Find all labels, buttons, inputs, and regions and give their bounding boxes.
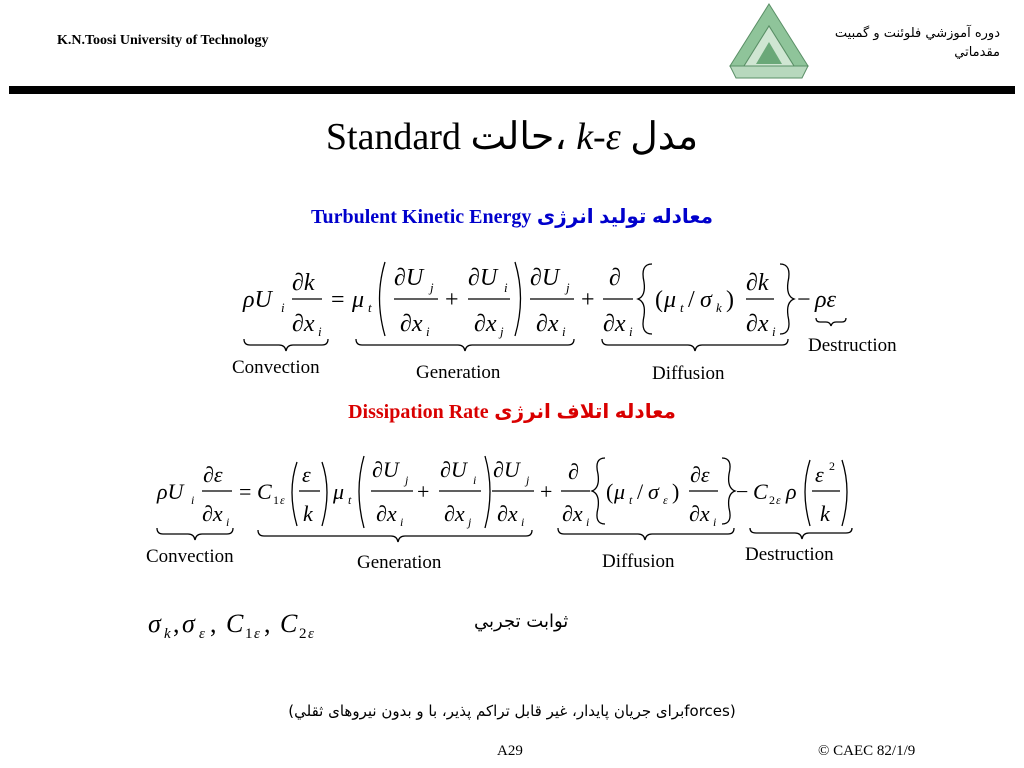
svg-text:σ: σ	[700, 287, 712, 313]
svg-text:∂U: ∂U	[372, 457, 399, 482]
svg-text:/: /	[688, 287, 695, 313]
svg-text:i: i	[226, 515, 230, 529]
svg-text:∂ε: ∂ε	[690, 462, 710, 487]
tke-generation-label: Generation	[416, 362, 501, 383]
svg-text:μ: μ	[352, 287, 365, 313]
tke-heading-en: Turbulent Kinetic Energy	[310, 206, 532, 228]
svg-text:+: +	[445, 287, 459, 313]
svg-text:∂x: ∂x	[376, 501, 397, 526]
svg-text:2: 2	[769, 493, 775, 507]
slide-title: Standard حالت، k-ε مدل	[325, 116, 699, 158]
svg-text:,: ,	[173, 609, 180, 638]
svg-text:∂x: ∂x	[444, 501, 465, 526]
svg-text:): )	[672, 479, 680, 504]
title-standard: Standard	[325, 116, 461, 158]
svg-text:ε: ε	[199, 626, 205, 642]
svg-text:,: ,	[264, 609, 271, 638]
svg-text:∂x: ∂x	[400, 311, 423, 337]
svg-text:2: 2	[829, 459, 835, 473]
svg-text:∂x: ∂x	[497, 501, 518, 526]
svg-text:i: i	[586, 515, 590, 529]
svg-text:∂x: ∂x	[603, 311, 626, 337]
svg-text:(: (	[655, 287, 663, 313]
svg-text:j: j	[430, 280, 434, 295]
svg-text:i: i	[281, 300, 285, 315]
tke-diffusion-label: Diffusion	[652, 363, 725, 384]
svg-text:∂U: ∂U	[440, 457, 467, 482]
svg-text:2: 2	[299, 626, 307, 642]
svg-text:t: t	[348, 493, 352, 507]
svg-text:+: +	[417, 479, 430, 504]
svg-text:∂x: ∂x	[202, 501, 223, 526]
svg-text:,: ,	[210, 609, 217, 638]
dissipation-generation-label: Generation	[357, 552, 442, 573]
svg-text:+: +	[540, 479, 553, 504]
svg-text:i: i	[772, 324, 776, 339]
svg-text:ε: ε	[663, 493, 668, 507]
svg-text:=: =	[239, 479, 252, 504]
title-persian-state: حالت	[470, 116, 555, 158]
svg-text:∂x: ∂x	[474, 311, 497, 337]
svg-text:ε: ε	[776, 493, 781, 507]
svg-text:∂U: ∂U	[530, 265, 560, 291]
svg-text:k: k	[303, 501, 313, 526]
title-persian-model: مدل	[630, 116, 699, 158]
dissipation-diffusion-label: Diffusion	[602, 551, 675, 572]
course-title-line2: مقدماتي	[954, 45, 1000, 60]
svg-text:∂x: ∂x	[536, 311, 559, 337]
svg-text:∂: ∂	[568, 459, 579, 484]
svg-text:ε: ε	[254, 626, 260, 642]
svg-text:j: j	[405, 473, 409, 487]
tke-convection-label: Convection	[232, 357, 320, 378]
svg-text:∂U: ∂U	[468, 265, 498, 291]
svg-text:i: i	[504, 280, 508, 295]
svg-text:i: i	[318, 324, 322, 339]
svg-text:1: 1	[273, 493, 279, 507]
svg-text:C: C	[226, 609, 244, 638]
svg-text:μ: μ	[333, 479, 345, 504]
svg-text:i: i	[713, 515, 717, 529]
svg-text:ε: ε	[280, 493, 285, 507]
svg-text:k: k	[820, 501, 830, 526]
title-model-name: k-ε	[576, 116, 621, 158]
university-name: K.N.Toosi University of Technology	[57, 33, 269, 48]
svg-text:∂k: ∂k	[746, 270, 769, 296]
svg-text:t: t	[680, 300, 684, 315]
svg-text:=: =	[331, 287, 345, 313]
svg-text:j: j	[526, 473, 530, 487]
svg-text:σ: σ	[148, 609, 161, 638]
dissipation-convection-label: Convection	[146, 546, 234, 567]
svg-text:i: i	[473, 473, 477, 487]
svg-text:(: (	[606, 479, 614, 504]
svg-text:∂k: ∂k	[292, 270, 315, 296]
svg-text:+: +	[581, 287, 595, 313]
svg-text:ρε: ρε	[815, 287, 836, 313]
svg-text:∂x: ∂x	[562, 501, 583, 526]
empirical-constants-label: ثوابت تجربي	[474, 611, 569, 632]
svg-text:i: i	[629, 324, 633, 339]
svg-text:C: C	[753, 479, 768, 504]
svg-text:−: −	[736, 479, 749, 504]
svg-text:∂x: ∂x	[689, 501, 710, 526]
dissipation-heading-fa: معادله اتلاف انرژی	[494, 401, 676, 423]
svg-text:ρU: ρU	[157, 479, 184, 504]
svg-text:i: i	[562, 324, 566, 339]
svg-text:j: j	[468, 515, 472, 529]
svg-text:ρU: ρU	[243, 287, 272, 313]
svg-text:μ: μ	[664, 287, 677, 313]
svg-text:t: t	[368, 300, 372, 315]
svg-text:k: k	[164, 626, 171, 642]
svg-text:ε: ε	[302, 462, 311, 487]
svg-text:i: i	[426, 324, 430, 339]
svg-text:σ: σ	[648, 479, 659, 504]
svg-text:∂x: ∂x	[292, 311, 315, 337]
svg-text:k: k	[716, 300, 722, 315]
page-number: A29	[497, 743, 523, 759]
svg-text:∂x: ∂x	[746, 311, 769, 337]
svg-text:i: i	[191, 493, 195, 507]
footnote: (forcesبرای جريان پايدار، غير قابل تراکم پذير، با و بدون نيروهای ثقلي)	[288, 702, 736, 720]
svg-text:μ: μ	[614, 479, 626, 504]
svg-text:∂: ∂	[609, 265, 621, 291]
dissipation-destruction-label: Destruction	[745, 544, 834, 565]
svg-text:1: 1	[245, 626, 253, 642]
svg-text:σ: σ	[182, 609, 195, 638]
svg-text:j: j	[566, 280, 570, 295]
svg-text:−: −	[797, 287, 811, 313]
svg-text:C: C	[257, 479, 272, 504]
tke-destruction-label: Destruction	[808, 335, 897, 356]
svg-text:ρ: ρ	[786, 479, 797, 504]
svg-text:i: i	[521, 515, 525, 529]
course-title-line1: دوره آموزشي فلوئنت و گمبيت	[834, 26, 1000, 41]
copyright: © CAEC 82/1/9	[818, 743, 916, 759]
svg-text:j: j	[500, 324, 504, 339]
dissipation-heading-en: Dissipation Rate	[348, 401, 489, 423]
svg-text:∂U: ∂U	[493, 457, 520, 482]
svg-text:i: i	[400, 515, 404, 529]
svg-text:C: C	[280, 609, 298, 638]
tke-heading-fa: معادله توليد انرژی	[536, 206, 714, 228]
svg-text:t: t	[629, 493, 633, 507]
svg-text:∂U: ∂U	[394, 265, 424, 291]
svg-text:ε: ε	[815, 462, 824, 487]
svg-text:∂ε: ∂ε	[203, 462, 223, 487]
svg-text:/: /	[637, 479, 644, 504]
svg-text:ε: ε	[308, 626, 314, 642]
svg-text:): )	[726, 287, 734, 313]
